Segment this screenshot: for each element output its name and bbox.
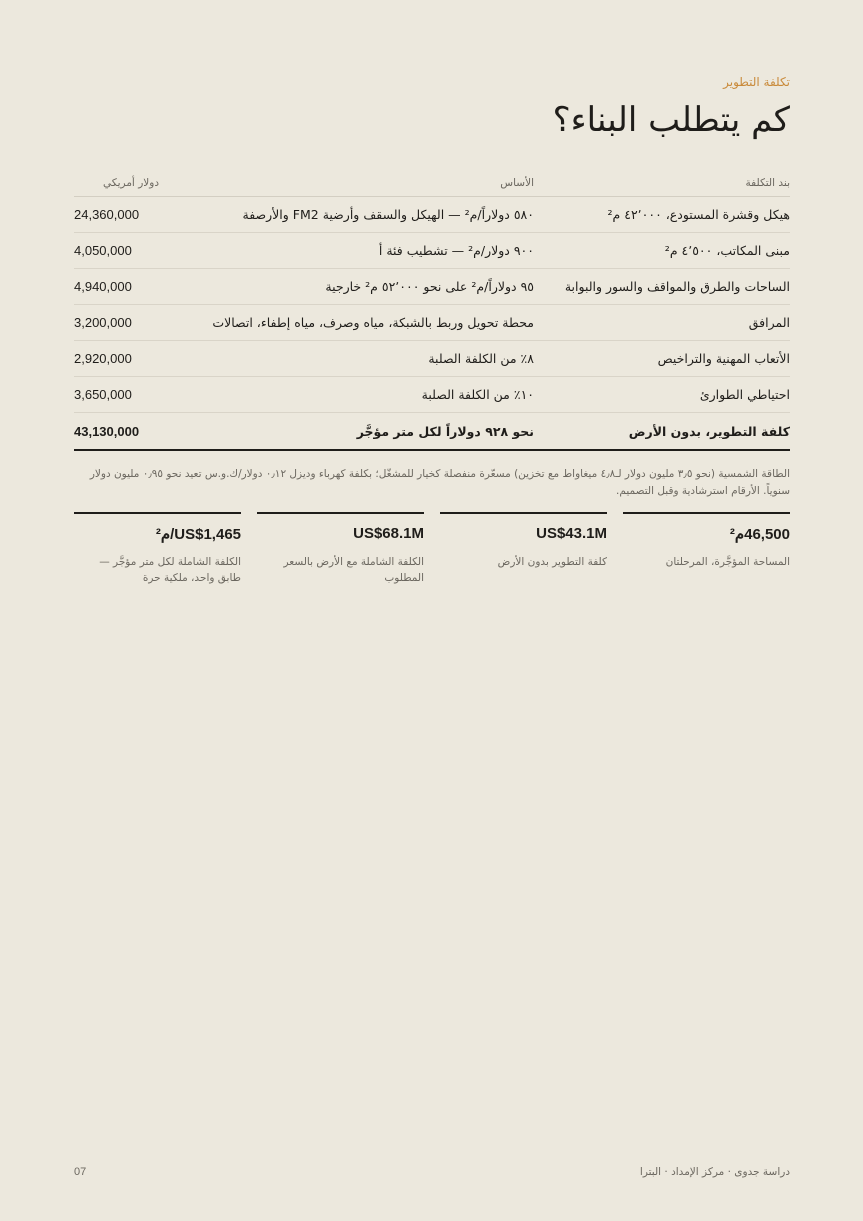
table-total-row (74, 413, 790, 451)
cost-table (74, 170, 790, 451)
footnote: الطاقة الشمسية (نحو ٣٫٥ مليون دولار لـ٤٫٨ ميغاواط مع تخزين) مسعّرة منفصلة كخيار للمشغّل؛ بكلفة كهرباء وديزل ٠٫١٢ دولار/ك.و.س تعيد نحو ٠٫٩٥ مليون دولار سنوياً. الأرقام استرشادية وقبل التصميم. (89, 468, 790, 497)
table-row (74, 269, 790, 305)
cost-amount: 3,650,000 (74, 377, 159, 413)
table-row (74, 233, 790, 269)
kpi-all-in-cost (257, 512, 424, 586)
kpi-value: 46,500م² (729, 526, 790, 543)
cost-item: هيكل وقشرة المستودع، ٤٢٬٠٠٠ م² (534, 197, 790, 233)
page-title: كم يتطلب البناء؟ (552, 100, 790, 140)
cost-basis: ٥٨٠ دولاراً/م² — الهيكل والسقف وأرضية FM2 والأرصفة (159, 197, 534, 233)
table-header-row (74, 170, 790, 197)
table-row (74, 341, 790, 377)
cost-item: احتياطي الطوارئ (534, 377, 790, 413)
cost-basis: ٩٠٠ دولار/م² — تشطيب فئة أ (159, 233, 534, 269)
page (74, 0, 790, 1221)
kpi-value: US$1,465/م² (155, 526, 241, 543)
kpi-label: الكلفة الشاملة مع الأرض بالسعر المطلوب (283, 556, 424, 584)
column-header-amount: دولار أمريكي (74, 170, 159, 197)
cost-basis: ١٠٪ من الكلفة الصلبة (159, 377, 534, 413)
cost-amount: 3,200,000 (74, 305, 159, 341)
kpi-strip (74, 512, 790, 592)
cost-basis: محطة تحويل وربط بالشبكة، مياه وصرف، مياه إطفاء، اتصالات (159, 305, 534, 341)
cost-item: المرافق (534, 305, 790, 341)
running-title: دراسة جدوى · مركز الإمداد · البترا (639, 1166, 790, 1178)
page-number: 07 (74, 1166, 87, 1178)
kpi-label: كلفة التطوير بدون الأرض (497, 556, 607, 568)
cost-amount: 4,050,000 (74, 233, 159, 269)
total-basis: نحو ٩٢٨ دولاراً لكل متر مؤجَّر (159, 413, 534, 451)
cost-amount: 24,360,000 (74, 197, 159, 233)
kpi-leasable-area (623, 512, 790, 570)
kpi-cost-per-sqm (74, 512, 241, 586)
column-header-item: بند التكلفة (534, 170, 790, 197)
total-item: كلفة التطوير، بدون الأرض (534, 413, 790, 451)
kpi-label: الكلفة الشاملة لكل متر مؤجَّر — طابق واحد، ملكية حرة (99, 556, 241, 584)
section-eyebrow: تكلفة التطوير (723, 75, 790, 89)
kpi-value: US$68.1M (353, 525, 424, 542)
cost-basis: ٨٪ من الكلفة الصلبة (159, 341, 534, 377)
cost-amount: 2,920,000 (74, 341, 159, 377)
column-header-basis: الأساس (159, 170, 534, 197)
kpi-development-cost (440, 512, 607, 570)
table-row (74, 197, 790, 233)
table-row (74, 377, 790, 413)
cost-item: مبنى المكاتب، ٤٬٥٠٠ م² (534, 233, 790, 269)
cost-amount: 4,940,000 (74, 269, 159, 305)
cost-basis: ٩٥ دولاراً/م² على نحو ٥٢٬٠٠٠ م² خارجية (159, 269, 534, 305)
cost-item: الساحات والطرق والمواقف والسور والبوابة (534, 269, 790, 305)
total-amount: 43,130,000 (74, 413, 159, 451)
cost-item: الأتعاب المهنية والتراخيص (534, 341, 790, 377)
kpi-label: المساحة المؤجَّرة، المرحلتان (665, 556, 790, 568)
kpi-value: US$43.1M (536, 525, 607, 542)
table-row (74, 305, 790, 341)
